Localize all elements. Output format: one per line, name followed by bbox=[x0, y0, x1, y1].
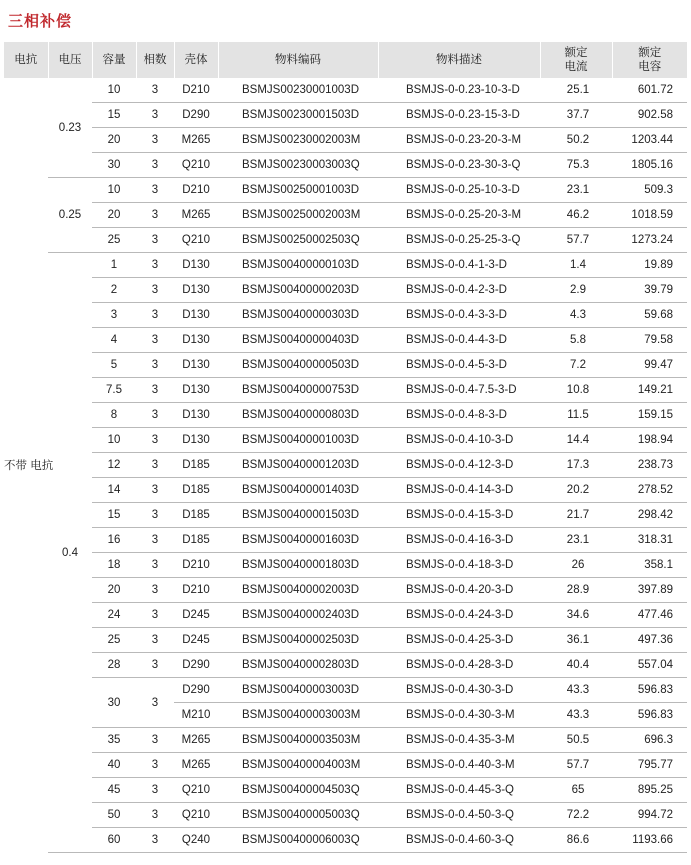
material-code-cell: BSMJS00400001403D bbox=[218, 478, 378, 503]
material-code-cell: BSMJS00250002503Q bbox=[218, 228, 378, 253]
phase-cell: 3 bbox=[136, 303, 174, 328]
rated-capacitance-cell: 601.72 bbox=[612, 78, 687, 103]
material-desc-cell: BSMJS-0-0.4-28-3-D bbox=[378, 653, 540, 678]
column-header: 电抗 bbox=[4, 42, 48, 78]
material-code-cell: BSMJS00230002003M bbox=[218, 128, 378, 153]
table-row bbox=[4, 678, 687, 703]
capacity-cell: 14 bbox=[92, 478, 136, 503]
material-desc-cell: BSMJS-0-0.4-40-3-M bbox=[378, 753, 540, 778]
capacity-cell: 25 bbox=[92, 628, 136, 653]
shell-cell: Q210 bbox=[174, 228, 218, 253]
phase-cell: 3 bbox=[136, 278, 174, 303]
rated-capacitance-cell: 1203.44 bbox=[612, 128, 687, 153]
capacity-cell: 4 bbox=[92, 328, 136, 353]
capacity-cell: 12 bbox=[92, 453, 136, 478]
table-row bbox=[4, 328, 687, 353]
phase-cell: 3 bbox=[136, 153, 174, 178]
rated-current-cell: 4.3 bbox=[540, 303, 612, 328]
capacity-cell: 30 bbox=[92, 153, 136, 178]
phase-cell: 3 bbox=[136, 653, 174, 678]
phase-cell: 3 bbox=[136, 778, 174, 803]
voltage-cell: 0.4 bbox=[48, 253, 92, 853]
table-row bbox=[4, 828, 687, 853]
phase-cell: 3 bbox=[136, 603, 174, 628]
material-code-cell: BSMJS00400005003Q bbox=[218, 803, 378, 828]
material-desc-cell: BSMJS-0-0.23-10-3-D bbox=[378, 78, 540, 103]
rated-current-cell: 1.4 bbox=[540, 253, 612, 278]
rated-capacitance-cell: 19.89 bbox=[612, 253, 687, 278]
material-code-cell: BSMJS00400000203D bbox=[218, 278, 378, 303]
shell-cell: D210 bbox=[174, 553, 218, 578]
capacity-cell: 3 bbox=[92, 303, 136, 328]
table-row bbox=[4, 528, 687, 553]
rated-capacitance-cell: 149.21 bbox=[612, 378, 687, 403]
shell-cell: D185 bbox=[174, 528, 218, 553]
capacity-cell: 5 bbox=[92, 353, 136, 378]
shell-cell: M265 bbox=[174, 753, 218, 778]
phase-cell: 3 bbox=[136, 128, 174, 153]
rated-capacitance-cell: 795.77 bbox=[612, 753, 687, 778]
shell-cell: D290 bbox=[174, 678, 218, 703]
material-desc-cell: BSMJS-0-0.4-45-3-Q bbox=[378, 778, 540, 803]
column-header: 壳体 bbox=[174, 42, 218, 78]
material-desc-cell: BSMJS-0-0.4-30-3-M bbox=[378, 703, 540, 728]
material-desc-cell: BSMJS-0-0.4-35-3-M bbox=[378, 728, 540, 753]
table-row bbox=[4, 303, 687, 328]
shell-cell: D210 bbox=[174, 578, 218, 603]
shell-cell: D245 bbox=[174, 628, 218, 653]
shell-cell: D290 bbox=[174, 103, 218, 128]
rated-capacitance-cell: 1273.24 bbox=[612, 228, 687, 253]
table-row bbox=[4, 778, 687, 803]
phase-cell: 3 bbox=[136, 103, 174, 128]
rated-current-cell: 37.7 bbox=[540, 103, 612, 128]
table-row bbox=[4, 503, 687, 528]
capacity-cell: 45 bbox=[92, 778, 136, 803]
material-desc-cell: BSMJS-0-0.4-14-3-D bbox=[378, 478, 540, 503]
shell-cell: Q210 bbox=[174, 153, 218, 178]
material-code-cell: BSMJS00230003003Q bbox=[218, 153, 378, 178]
material-code-cell: BSMJS00400004503Q bbox=[218, 778, 378, 803]
rated-capacitance-cell: 278.52 bbox=[612, 478, 687, 503]
material-desc-cell: BSMJS-0-0.4-2-3-D bbox=[378, 278, 540, 303]
capacity-cell: 8 bbox=[92, 403, 136, 428]
table-row bbox=[4, 803, 687, 828]
shell-cell: D130 bbox=[174, 278, 218, 303]
rated-current-cell: 28.9 bbox=[540, 578, 612, 603]
rated-capacitance-cell: 1805.16 bbox=[612, 153, 687, 178]
shell-cell: D130 bbox=[174, 353, 218, 378]
capacity-cell: 20 bbox=[92, 128, 136, 153]
table-header-row bbox=[4, 42, 687, 78]
capacity-cell: 10 bbox=[92, 178, 136, 203]
material-desc-cell: BSMJS-0-0.23-20-3-M bbox=[378, 128, 540, 153]
material-code-cell: BSMJS00400001603D bbox=[218, 528, 378, 553]
rated-current-cell: 65 bbox=[540, 778, 612, 803]
rated-current-cell: 43.3 bbox=[540, 678, 612, 703]
table-row bbox=[4, 128, 687, 153]
rated-current-cell: 72.2 bbox=[540, 803, 612, 828]
phase-cell: 3 bbox=[136, 378, 174, 403]
table-row bbox=[4, 253, 687, 278]
rated-current-cell: 2.9 bbox=[540, 278, 612, 303]
material-code-cell: BSMJS00400001003D bbox=[218, 428, 378, 453]
material-desc-cell: BSMJS-0-0.4-1-3-D bbox=[378, 253, 540, 278]
phase-cell: 3 bbox=[136, 78, 174, 103]
capacity-cell: 50 bbox=[92, 803, 136, 828]
rated-capacitance-cell: 59.68 bbox=[612, 303, 687, 328]
material-code-cell: BSMJS00400002503D bbox=[218, 628, 378, 653]
material-code-cell: BSMJS00230001503D bbox=[218, 103, 378, 128]
rated-capacitance-cell: 994.72 bbox=[612, 803, 687, 828]
capacity-cell: 2 bbox=[92, 278, 136, 303]
material-desc-cell: BSMJS-0-0.23-15-3-D bbox=[378, 103, 540, 128]
material-desc-cell: BSMJS-0-0.4-20-3-D bbox=[378, 578, 540, 603]
rated-current-cell: 86.6 bbox=[540, 828, 612, 853]
material-desc-cell: BSMJS-0-0.25-25-3-Q bbox=[378, 228, 540, 253]
rated-current-cell: 75.3 bbox=[540, 153, 612, 178]
rated-current-cell: 26 bbox=[540, 553, 612, 578]
table-row bbox=[4, 203, 687, 228]
column-header: 额定 电容 bbox=[612, 42, 687, 78]
capacity-cell: 25 bbox=[92, 228, 136, 253]
table-row bbox=[4, 378, 687, 403]
capacity-cell: 30 bbox=[92, 678, 136, 728]
shell-cell: D210 bbox=[174, 78, 218, 103]
shell-cell: D185 bbox=[174, 478, 218, 503]
material-desc-cell: BSMJS-0-0.4-5-3-D bbox=[378, 353, 540, 378]
material-desc-cell: BSMJS-0-0.4-30-3-D bbox=[378, 678, 540, 703]
rated-capacitance-cell: 1018.59 bbox=[612, 203, 687, 228]
phase-cell: 3 bbox=[136, 178, 174, 203]
material-desc-cell: BSMJS-0-0.4-60-3-Q bbox=[378, 828, 540, 853]
spec-table bbox=[4, 42, 687, 853]
rated-current-cell: 17.3 bbox=[540, 453, 612, 478]
capacity-cell: 15 bbox=[92, 503, 136, 528]
material-desc-cell: BSMJS-0-0.4-24-3-D bbox=[378, 603, 540, 628]
material-code-cell: BSMJS00400003503M bbox=[218, 728, 378, 753]
shell-cell: Q210 bbox=[174, 803, 218, 828]
rated-current-cell: 21.7 bbox=[540, 503, 612, 528]
material-desc-cell: BSMJS-0-0.4-50-3-Q bbox=[378, 803, 540, 828]
material-desc-cell: BSMJS-0-0.25-10-3-D bbox=[378, 178, 540, 203]
shell-cell: D245 bbox=[174, 603, 218, 628]
rated-capacitance-cell: 99.47 bbox=[612, 353, 687, 378]
material-code-cell: BSMJS00400003003M bbox=[218, 703, 378, 728]
material-code-cell: BSMJS00400000403D bbox=[218, 328, 378, 353]
material-desc-cell: BSMJS-0-0.4-3-3-D bbox=[378, 303, 540, 328]
rated-capacitance-cell: 902.58 bbox=[612, 103, 687, 128]
material-code-cell: BSMJS00400001803D bbox=[218, 553, 378, 578]
voltage-cell: 0.25 bbox=[48, 178, 92, 253]
material-code-cell: BSMJS00400000303D bbox=[218, 303, 378, 328]
material-desc-cell: BSMJS-0-0.23-30-3-Q bbox=[378, 153, 540, 178]
table-row bbox=[4, 103, 687, 128]
material-code-cell: BSMJS00400000803D bbox=[218, 403, 378, 428]
phase-cell: 3 bbox=[136, 328, 174, 353]
rated-current-cell: 14.4 bbox=[540, 428, 612, 453]
rated-current-cell: 23.1 bbox=[540, 528, 612, 553]
rated-current-cell: 7.2 bbox=[540, 353, 612, 378]
capacity-cell: 10 bbox=[92, 428, 136, 453]
material-code-cell: BSMJS00400003003D bbox=[218, 678, 378, 703]
rated-capacitance-cell: 198.94 bbox=[612, 428, 687, 453]
material-code-cell: BSMJS00250002003M bbox=[218, 203, 378, 228]
rated-capacitance-cell: 79.58 bbox=[612, 328, 687, 353]
material-code-cell: BSMJS00230001003D bbox=[218, 78, 378, 103]
table-row bbox=[4, 478, 687, 503]
table-row bbox=[4, 353, 687, 378]
phase-cell: 3 bbox=[136, 728, 174, 753]
material-code-cell: BSMJS00400002403D bbox=[218, 603, 378, 628]
material-desc-cell: BSMJS-0-0.4-16-3-D bbox=[378, 528, 540, 553]
shell-cell: M210 bbox=[174, 703, 218, 728]
material-code-cell: BSMJS00250001003D bbox=[218, 178, 378, 203]
material-code-cell: BSMJS00400004003M bbox=[218, 753, 378, 778]
table-row bbox=[4, 578, 687, 603]
rated-current-cell: 36.1 bbox=[540, 628, 612, 653]
material-code-cell: BSMJS00400002803D bbox=[218, 653, 378, 678]
capacity-cell: 15 bbox=[92, 103, 136, 128]
table-row bbox=[4, 553, 687, 578]
rated-current-cell: 10.8 bbox=[540, 378, 612, 403]
phase-cell: 3 bbox=[136, 253, 174, 278]
material-desc-cell: BSMJS-0-0.4-8-3-D bbox=[378, 403, 540, 428]
column-header: 容量 bbox=[92, 42, 136, 78]
capacity-cell: 28 bbox=[92, 653, 136, 678]
shell-cell: M265 bbox=[174, 128, 218, 153]
material-desc-cell: BSMJS-0-0.4-7.5-3-D bbox=[378, 378, 540, 403]
table-row bbox=[4, 653, 687, 678]
rated-current-cell: 50.2 bbox=[540, 128, 612, 153]
material-code-cell: BSMJS00400000503D bbox=[218, 353, 378, 378]
material-code-cell: BSMJS00400000103D bbox=[218, 253, 378, 278]
capacity-cell: 18 bbox=[92, 553, 136, 578]
table-row bbox=[4, 153, 687, 178]
reactor-cell: 不带 电抗 bbox=[4, 460, 54, 473]
shell-cell: D130 bbox=[174, 403, 218, 428]
shell-cell: D185 bbox=[174, 503, 218, 528]
table-row bbox=[4, 453, 687, 478]
capacity-cell: 1 bbox=[92, 253, 136, 278]
phase-cell: 3 bbox=[136, 428, 174, 453]
shell-cell: D290 bbox=[174, 653, 218, 678]
material-desc-cell: BSMJS-0-0.4-15-3-D bbox=[378, 503, 540, 528]
phase-cell: 3 bbox=[136, 478, 174, 503]
capacity-cell: 7.5 bbox=[92, 378, 136, 403]
material-code-cell: BSMJS00400001503D bbox=[218, 503, 378, 528]
column-header: 相数 bbox=[136, 42, 174, 78]
shell-cell: D210 bbox=[174, 178, 218, 203]
capacity-cell: 16 bbox=[92, 528, 136, 553]
table-row bbox=[4, 753, 687, 778]
capacity-cell: 10 bbox=[92, 78, 136, 103]
material-desc-cell: BSMJS-0-0.4-10-3-D bbox=[378, 428, 540, 453]
shell-cell: D130 bbox=[174, 378, 218, 403]
rated-capacitance-cell: 298.42 bbox=[612, 503, 687, 528]
material-desc-cell: BSMJS-0-0.4-18-3-D bbox=[378, 553, 540, 578]
rated-capacitance-cell: 497.36 bbox=[612, 628, 687, 653]
shell-cell: D185 bbox=[174, 453, 218, 478]
phase-cell: 3 bbox=[136, 678, 174, 728]
rated-capacitance-cell: 696.3 bbox=[612, 728, 687, 753]
phase-cell: 3 bbox=[136, 403, 174, 428]
rated-current-cell: 50.5 bbox=[540, 728, 612, 753]
rated-current-cell: 5.8 bbox=[540, 328, 612, 353]
rated-capacitance-cell: 596.83 bbox=[612, 703, 687, 728]
capacity-cell: 35 bbox=[92, 728, 136, 753]
table-row bbox=[4, 228, 687, 253]
material-code-cell: BSMJS00400001203D bbox=[218, 453, 378, 478]
rated-current-cell: 25.1 bbox=[540, 78, 612, 103]
capacity-cell: 60 bbox=[92, 828, 136, 853]
rated-current-cell: 46.2 bbox=[540, 203, 612, 228]
voltage-cell: 0.23 bbox=[48, 78, 92, 178]
rated-current-cell: 57.7 bbox=[540, 228, 612, 253]
material-desc-cell: BSMJS-0-0.4-4-3-D bbox=[378, 328, 540, 353]
shell-cell: D130 bbox=[174, 303, 218, 328]
table-body bbox=[4, 78, 687, 853]
table-row bbox=[4, 278, 687, 303]
column-header: 物料描述 bbox=[378, 42, 540, 78]
shell-cell: M265 bbox=[174, 728, 218, 753]
shell-cell: D130 bbox=[174, 328, 218, 353]
rated-current-cell: 34.6 bbox=[540, 603, 612, 628]
table-row bbox=[4, 603, 687, 628]
material-code-cell: BSMJS00400002003D bbox=[218, 578, 378, 603]
shell-cell: M265 bbox=[174, 203, 218, 228]
phase-cell: 3 bbox=[136, 528, 174, 553]
phase-cell: 3 bbox=[136, 453, 174, 478]
rated-capacitance-cell: 557.04 bbox=[612, 653, 687, 678]
shell-cell: D130 bbox=[174, 428, 218, 453]
rated-capacitance-cell: 358.1 bbox=[612, 553, 687, 578]
rated-current-cell: 57.7 bbox=[540, 753, 612, 778]
material-desc-cell: BSMJS-0-0.4-25-3-D bbox=[378, 628, 540, 653]
phase-cell: 3 bbox=[136, 503, 174, 528]
material-code-cell: BSMJS00400000753D bbox=[218, 378, 378, 403]
rated-capacitance-cell: 159.15 bbox=[612, 403, 687, 428]
phase-cell: 3 bbox=[136, 753, 174, 778]
material-code-cell: BSMJS00400006003Q bbox=[218, 828, 378, 853]
capacity-cell: 24 bbox=[92, 603, 136, 628]
phase-cell: 3 bbox=[136, 203, 174, 228]
shell-cell: Q210 bbox=[174, 778, 218, 803]
rated-current-cell: 40.4 bbox=[540, 653, 612, 678]
phase-cell: 3 bbox=[136, 353, 174, 378]
section-title: 三相补偿 bbox=[8, 13, 73, 30]
rated-capacitance-cell: 39.79 bbox=[612, 278, 687, 303]
rated-current-cell: 23.1 bbox=[540, 178, 612, 203]
phase-cell: 3 bbox=[136, 828, 174, 853]
table-row bbox=[4, 403, 687, 428]
phase-cell: 3 bbox=[136, 803, 174, 828]
material-desc-cell: BSMJS-0-0.25-20-3-M bbox=[378, 203, 540, 228]
column-header: 电压 bbox=[48, 42, 92, 78]
phase-cell: 3 bbox=[136, 553, 174, 578]
phase-cell: 3 bbox=[136, 628, 174, 653]
column-header: 物料编码 bbox=[218, 42, 378, 78]
phase-cell: 3 bbox=[136, 228, 174, 253]
rated-current-cell: 11.5 bbox=[540, 403, 612, 428]
table-row bbox=[4, 78, 687, 103]
phase-cell: 3 bbox=[136, 578, 174, 603]
rated-capacitance-cell: 895.25 bbox=[612, 778, 687, 803]
table-row bbox=[4, 428, 687, 453]
shell-cell: D130 bbox=[174, 253, 218, 278]
rated-capacitance-cell: 397.89 bbox=[612, 578, 687, 603]
rated-capacitance-cell: 1193.66 bbox=[612, 828, 687, 853]
rated-current-cell: 43.3 bbox=[540, 703, 612, 728]
rated-capacitance-cell: 318.31 bbox=[612, 528, 687, 553]
table-row bbox=[4, 628, 687, 653]
rated-capacitance-cell: 596.83 bbox=[612, 678, 687, 703]
rated-current-cell: 20.2 bbox=[540, 478, 612, 503]
table-row bbox=[4, 178, 687, 203]
capacity-cell: 20 bbox=[92, 578, 136, 603]
column-header: 额定 电流 bbox=[540, 42, 612, 78]
rated-capacitance-cell: 477.46 bbox=[612, 603, 687, 628]
rated-capacitance-cell: 238.73 bbox=[612, 453, 687, 478]
material-desc-cell: BSMJS-0-0.4-12-3-D bbox=[378, 453, 540, 478]
capacity-cell: 20 bbox=[92, 203, 136, 228]
rated-capacitance-cell: 509.3 bbox=[612, 178, 687, 203]
capacity-cell: 40 bbox=[92, 753, 136, 778]
table-row bbox=[4, 728, 687, 753]
shell-cell: Q240 bbox=[174, 828, 218, 853]
